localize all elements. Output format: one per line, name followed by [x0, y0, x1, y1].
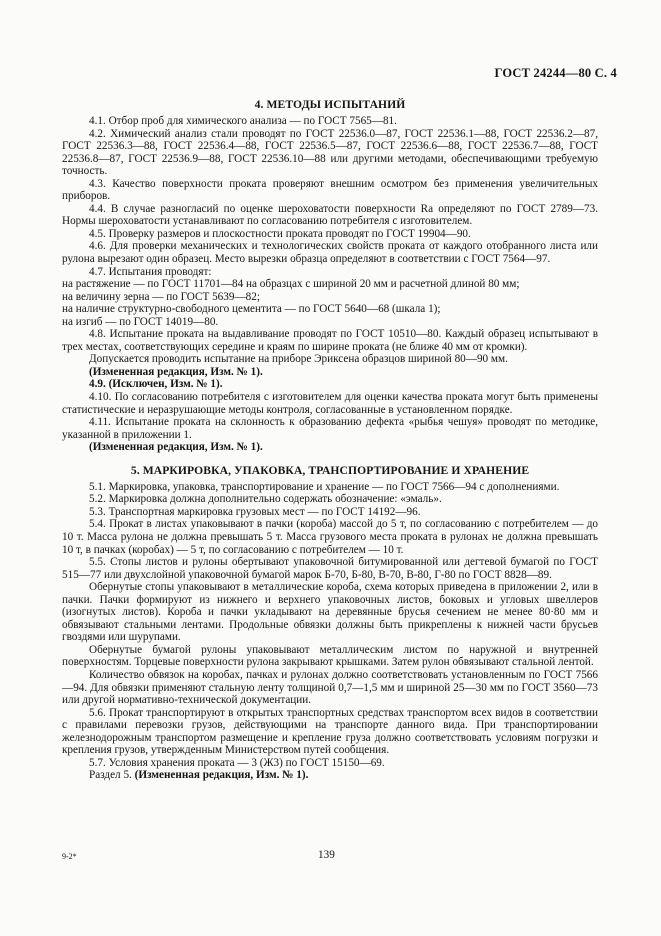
paragraph-5-5: 5.5. Стопы листов и рулоны обертывают упаковочной битумированной или дегтевой бумагой по ГОСТ 515—77 или двухслойной упаковочной бумагой марок Б-70, Б-80, В-70, В-80, Г-80 по ГОСТ 8828—89. — [62, 556, 598, 581]
section-4-title: 4. МЕТОДЫ ИСПЫТАНИЙ — [254, 98, 406, 111]
paragraph-4-10: 4.10. По согласованию потребителя с изготовителем для оценки качества проката могут быть применены статистические и неразрушающие методы контроля, согласованные в установленном порядке. — [62, 391, 598, 416]
paragraph-5-4: 5.4. Прокат в листах упаковывают в пачки (короба) массой до 5 т, по согласованию с потребителем — до 10 т. Масса рулона не должна превышать 5 т. Масса грузового места проката в рулонах не должна превышать 10 т, в пачках (коробах) — 5 т, по согласованию с потребителем — 10 т. — [62, 518, 598, 556]
paragraph-5-6: 5.6. Прокат транспортируют в открытых транспортных средствах транспортом всех видов в соответствии с правилами перевозки грузов, действующими на транспорте данного вида. При транспортировании железнодорожным транспортом размещение и крепление груза должно соответствовать условиям погрузки и крепления грузов, утвержденным Министерством путей сообщения. — [62, 706, 598, 757]
paragraph-4-4: 4.4. В случае разногласий по оценке шероховатости поверхности Ra определяют по ГОСТ 2789—73. Нормы шероховатости устанавливают по согласованию потребителя с изготовителем. — [62, 202, 598, 228]
paragraph-4-1: 4.1. Отбор проб для химического анализа — по ГОСТ 7565—81. — [89, 115, 397, 127]
document-body — [62, 98, 598, 782]
paragraph-5-5-boxes: Обернутые стопы упаковывают в металлические короба, схема которых приведена в приложении 2, или в пачки. Пачки формируют из нижнего и верхнего упаковочных листов, боковых и угловых швеллеров (изогнутых листов). Короба и пачки укладывают на деревянные брусья сечением не менее 80·80 мм и обвязывают стальными лентами. Продольные обвязки должны быть прикреплены к нижней части брусьев гвоздями или шурупами. — [62, 581, 598, 644]
paragraph-4-11: 4.11. Испытание проката на склонность к образованию дефекта «рыбья чешуя» проводят по методике, указанной в приложении 1. — [62, 416, 598, 441]
section-5-amendment-note: (Измененная редакция, Изм. № 1). — [134, 769, 309, 782]
section-5-amendment-prefix: Раздел 5. — [89, 769, 135, 782]
amendment-note: (Измененная редакция, Изм. № 1). — [89, 441, 263, 454]
paragraph-4-5: 4.5. Проверку размеров и плоскостности проката проводят по ГОСТ 19904—90. — [89, 227, 471, 240]
test-item-grain: на величину зерна — по ГОСТ 5639—82; — [62, 290, 260, 303]
paragraph-5-5-straps: Количество обвязок на коробах, пачках и рулонах должно соответствовать установленным по ГОСТ 7566—94. Для обвязки применяют стальную ленту толщиной 0,7—1,5 мм и шириной 25—30 мм по ГОСТ 3560—73 или другой нормативно-технической документации. — [62, 668, 598, 707]
page-header: ГОСТ 24244—80 С. 4 — [494, 66, 617, 80]
paragraph-5-1: 5.1. Маркировка, упаковка, транспортирование и хранение — по ГОСТ 7566—94 с дополнениями. — [89, 480, 560, 493]
paragraph-4-8-erichsen: Допускается проводить испытание на приборе Эриксена образцов шириной 80—90 мм. — [89, 353, 508, 366]
paragraph-5-5-rolls: Обернутые бумагой рулоны упаковывают металлическим листом по наружной и внутренней поверхностям. Торцевые поверхности рулона закрывают крышками. Затем рулон обвязывают стальной лентой. — [62, 643, 598, 669]
paragraph-4-7: 4.7. Испытания проводят: — [89, 265, 212, 278]
paragraph-5-7: 5.7. Условия хранения проката — 3 (Ж3) по ГОСТ 15150—69. — [89, 756, 385, 769]
print-signature-mark: 9-2* — [62, 852, 77, 861]
section-5-amendment — [62, 769, 598, 782]
page-number: 139 — [318, 849, 335, 861]
paragraph-4-2: 4.2. Химический анализ стали проводят по ГОСТ 22536.0—87, ГОСТ 22536.1—88, ГОСТ 22536.2—87, ГОСТ 22536.3—88, ГОСТ 22536.4—88, ГОСТ 22536.5—87, ГОСТ 22536.6—88, ГОСТ 22536.7—88, ГОСТ 22536.8—87, ГОСТ 22536.9—88, ГОСТ 22536.10—88 или другими методами, обеспечивающими требуемую точность. — [62, 127, 598, 178]
test-item-cementite: на наличие структурно-свободного цементита — по ГОСТ 5640—68 (шкала 1); — [62, 303, 441, 316]
paragraph-4-3: 4.3. Качество поверхности проката проверяют внешним осмотром без применения увеличительных приборов. — [62, 177, 598, 203]
test-item-bend: на изгиб — по ГОСТ 14019—80. — [62, 315, 219, 328]
paragraph-5-2: 5.2. Маркировка должна дополнительно содержать обозначение: «эмаль». — [89, 493, 442, 506]
paragraph-4-6: 4.6. Для проверки механических и технологических свойств проката от каждого отобранного листа или рулона вырезают один образец. Место вырезки образца определяют в соответствии с ГОСТ 7564—97. — [62, 240, 598, 266]
paragraph-5-3: 5.3. Транспортная маркировка грузовых мест — по ГОСТ 14192—96. — [89, 505, 421, 518]
paragraph-4-9: 4.9. (Исключен, Изм. № 1). — [89, 378, 223, 391]
section-5-title: 5. МАРКИРОВКА, УПАКОВКА, ТРАНСПОРТИРОВАНИЕ И ХРАНЕНИЕ — [130, 463, 530, 477]
amendment-note: (Измененная редакция, Изм. № 1). — [89, 365, 263, 378]
test-item-tensile: на растяжение — по ГОСТ 11701—84 на образцах с шириной 20 мм и расчетной длиной 80 мм; — [62, 278, 520, 291]
paragraph-4-8: 4.8. Испытание проката на выдавливание проводят по ГОСТ 10510—80. Каждый образец испытывают в трех местах, соответствующих середине и краям по ширине проката (не ближе 40 мм от кромки). — [62, 328, 598, 353]
